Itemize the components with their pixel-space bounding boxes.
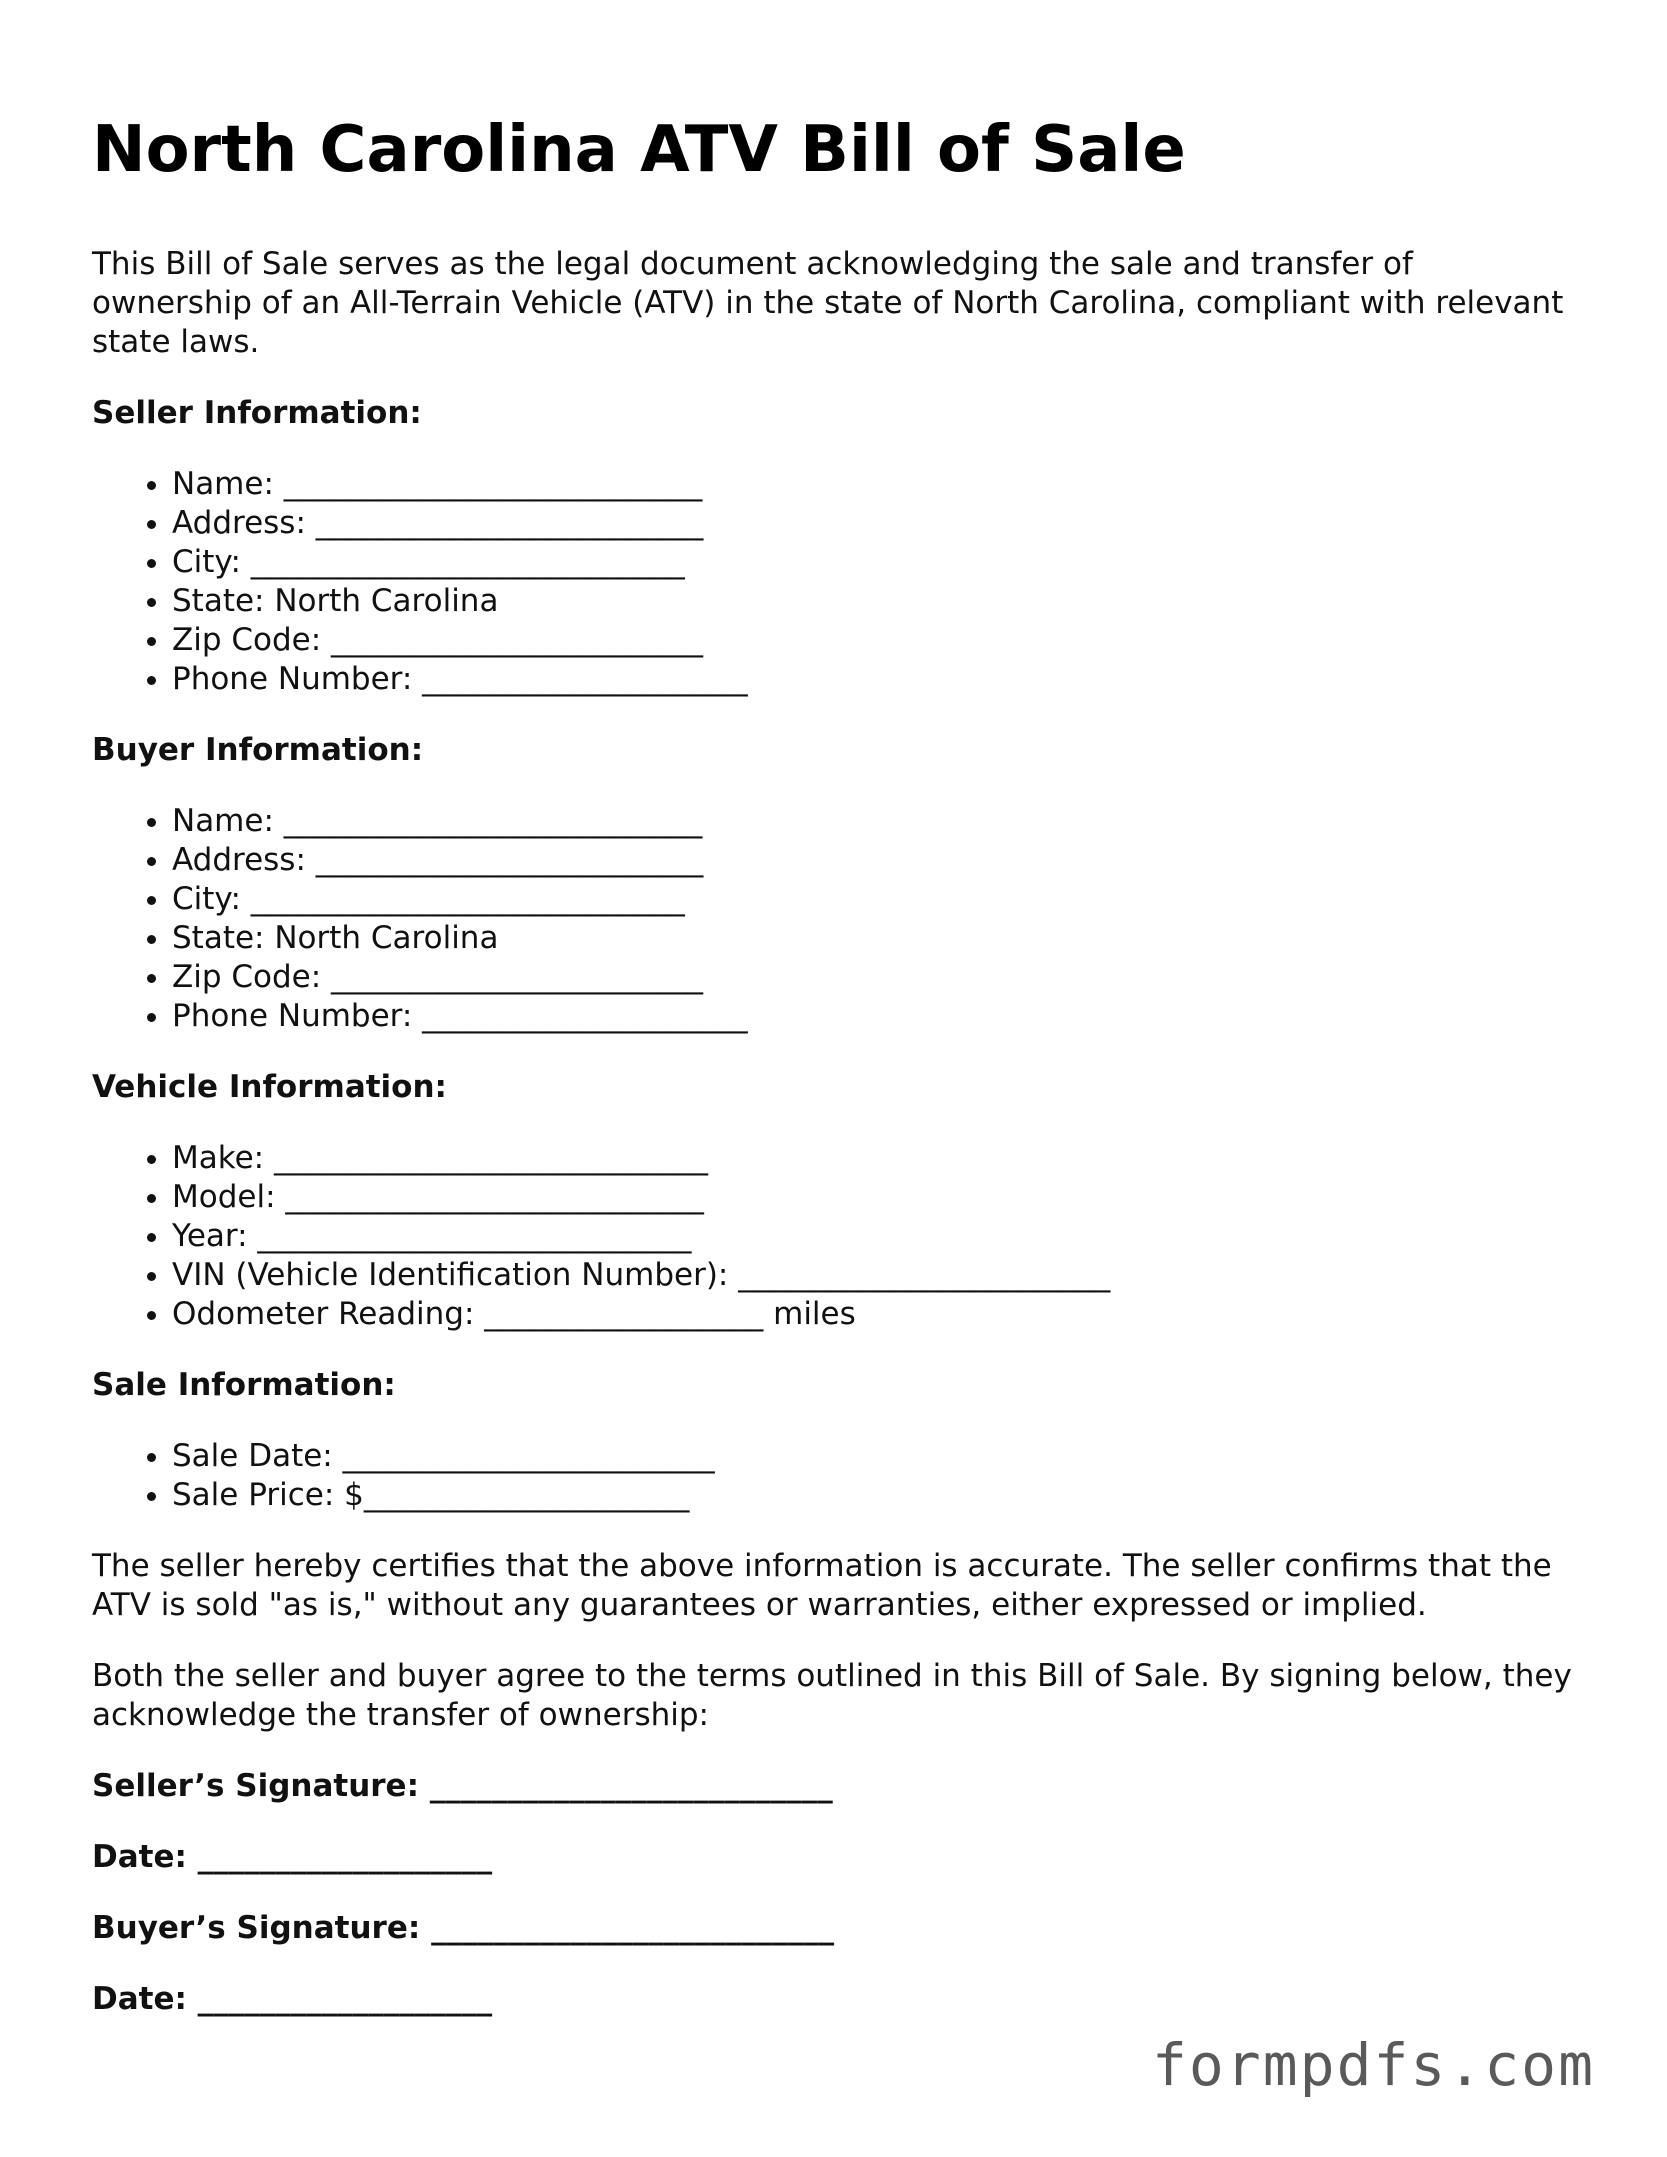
vehicle-model-field[interactable]: • Model: ___________________________ [172, 1178, 1592, 1217]
vehicle-vin-field[interactable]: • VIN (Vehicle Identification Number): ________________________ [172, 1256, 1592, 1295]
seller-section-heading: Seller Information: [92, 395, 422, 431]
buyer-phone-field[interactable]: • Phone Number: _____________________ [172, 997, 1592, 1036]
seller-zip-field[interactable]: • Zip Code: ________________________ [172, 621, 1592, 660]
agreement-paragraph: Both the seller and buyer agree to the terms outlined in this Bill of Sale. By signing below, they acknowledge the transfer of ownership: [92, 1658, 1572, 1733]
sale-section-heading: Sale Information: [92, 1367, 396, 1403]
buyer-address-field[interactable]: • Address: _________________________ [172, 841, 1592, 880]
seller-phone-field[interactable]: • Phone Number: _____________________ [172, 660, 1592, 699]
seller-signature-field[interactable]: Seller’s Signature: __________________________ [92, 1768, 833, 1804]
seller-name-field[interactable]: • Name: ___________________________ [172, 465, 1592, 504]
seller-state-field: • State: North Carolina [172, 582, 1592, 621]
sale-price-field[interactable]: • Sale Price: $_____________________ [172, 1476, 1592, 1515]
buyer-date-field[interactable]: Date: ___________________ [92, 1981, 493, 2017]
seller-address-field[interactable]: • Address: _________________________ [172, 504, 1592, 543]
vehicle-info-list [92, 1139, 1592, 1334]
buyer-signature-field[interactable]: Buyer’s Signature: __________________________ [92, 1910, 835, 1946]
buyer-city-field[interactable]: • City: ____________________________ [172, 880, 1592, 919]
seller-date-field[interactable]: Date: ___________________ [92, 1839, 493, 1875]
page-title: North Carolina ATV Bill of Sale [92, 113, 1186, 187]
buyer-name-field[interactable]: • Name: ___________________________ [172, 802, 1592, 841]
buyer-zip-field[interactable]: • Zip Code: ________________________ [172, 958, 1592, 997]
buyer-state-field: • State: North Carolina [172, 919, 1592, 958]
buyer-section-heading: Buyer Information: [92, 732, 424, 768]
watermark: formpdfs.com [1151, 2031, 1595, 2099]
certification-paragraph: The seller hereby certifies that the above information is accurate. The seller confirms that the ATV is sold "as is," without any guarantees or warranties, either expressed or implied. [92, 1548, 1552, 1623]
seller-info-list [92, 465, 1592, 699]
intro-paragraph: This Bill of Sale serves as the legal document acknowledging the sale and transfer of ownership of an All-Terrain Vehicle (ATV) in the state of North Carolina, compliant with relevant state laws. [92, 246, 1564, 360]
vehicle-odometer-field[interactable]: • Odometer Reading: __________________ miles [172, 1295, 1592, 1334]
sale-info-list [92, 1437, 1592, 1515]
vehicle-make-field[interactable]: • Make: ____________________________ [172, 1139, 1592, 1178]
vehicle-year-field[interactable]: • Year: ____________________________ [172, 1217, 1592, 1256]
document-page [92, 110, 1592, 2019]
seller-city-field[interactable]: • City: ____________________________ [172, 543, 1592, 582]
buyer-info-list [92, 802, 1592, 1036]
vehicle-section-heading: Vehicle Information: [92, 1069, 447, 1105]
sale-date-field[interactable]: • Sale Date: ________________________ [172, 1437, 1592, 1476]
